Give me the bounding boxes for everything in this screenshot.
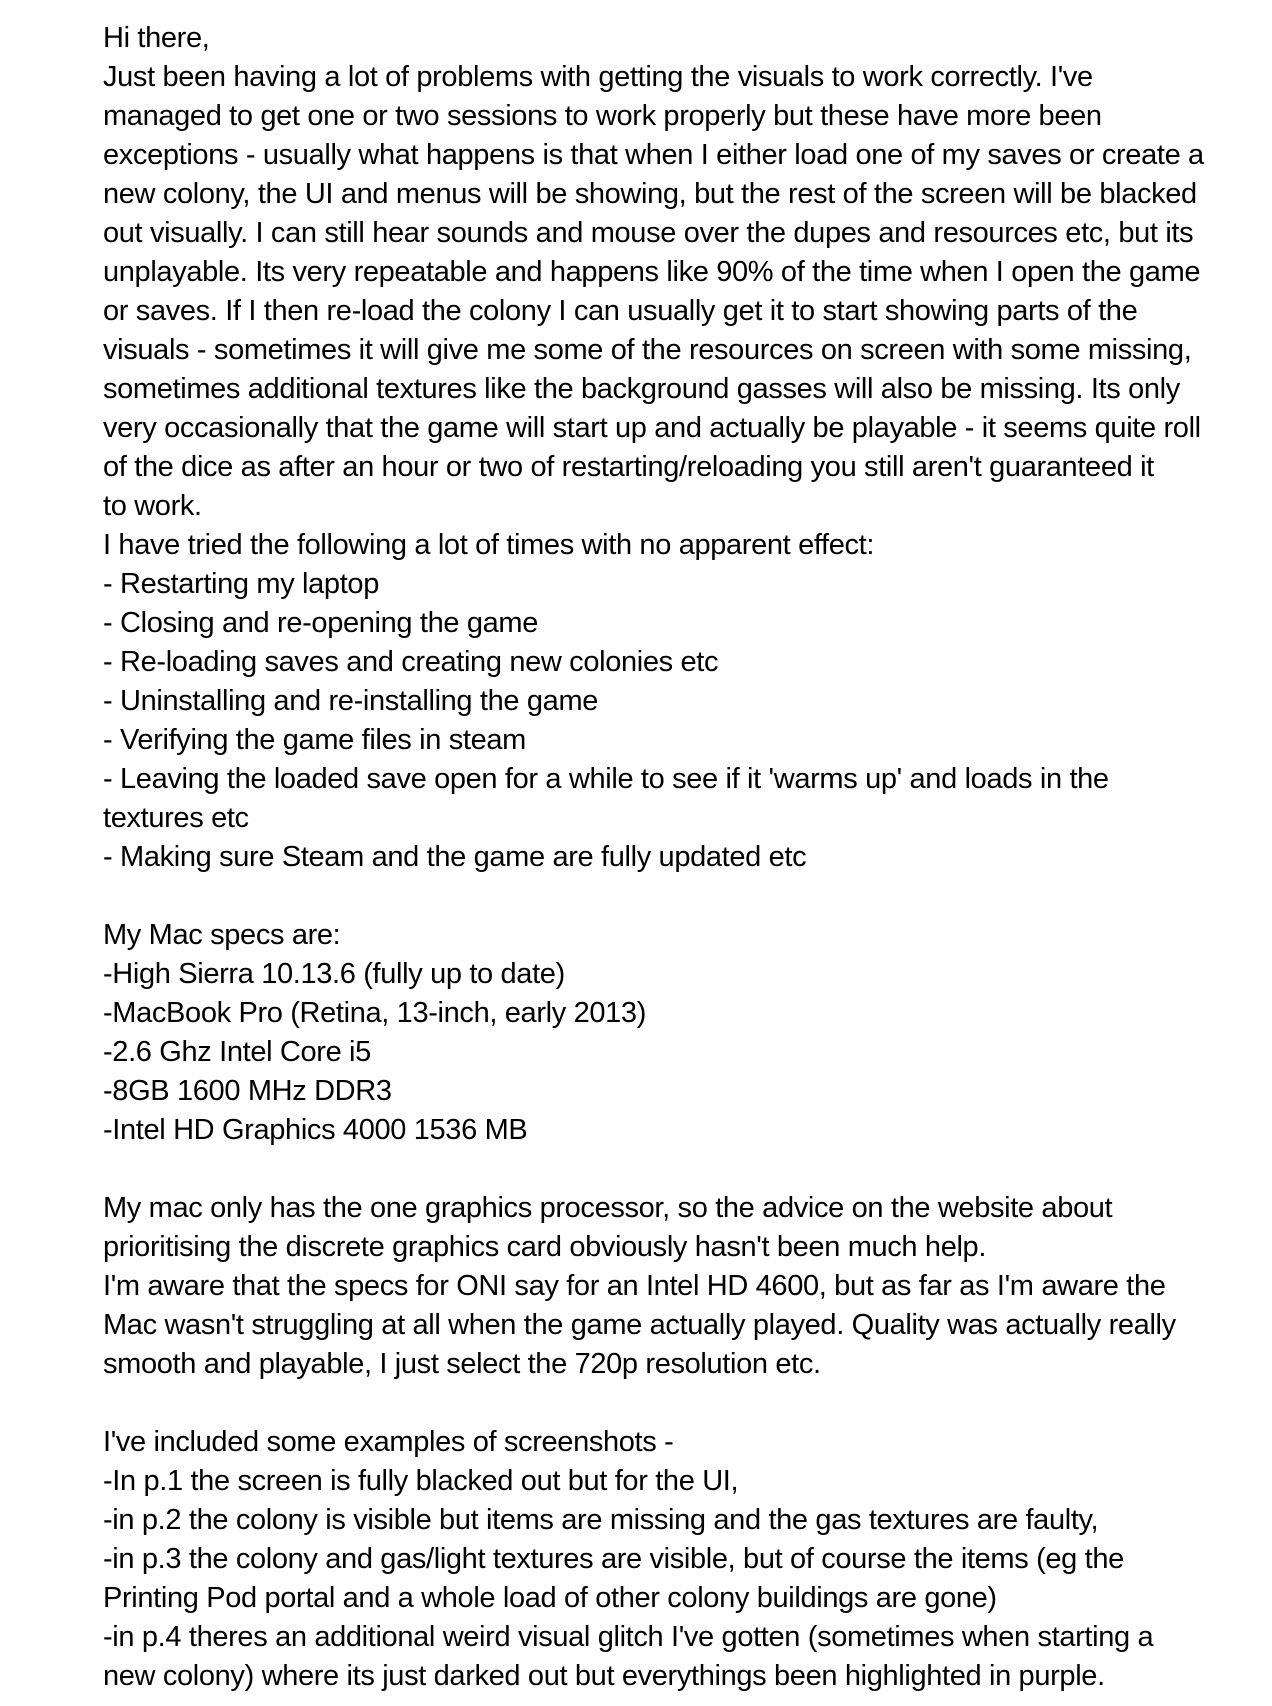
text-line: - Restarting my laptop bbox=[103, 568, 379, 600]
text-line: visuals - sometimes it will give me some of the resources on screen with some missing, bbox=[103, 334, 1192, 366]
text-line: Hi there, bbox=[103, 22, 210, 54]
text-line bbox=[103, 877, 1252, 916]
text-line: Mac wasn't struggling at all when the game actually played. Quality was actually really bbox=[103, 1309, 1176, 1341]
text-line: or saves. If I then re-load the colony I can usually get it to start showing parts of the bbox=[103, 295, 1138, 327]
text-line: to work. bbox=[103, 490, 202, 522]
text-line: managed to get one or two sessions to work properly but these have more been bbox=[103, 100, 1102, 132]
text-line: -High Sierra 10.13.6 (fully up to date) bbox=[103, 958, 565, 990]
text-line: unplayable. Its very repeatable and happens like 90% of the time when I open the game bbox=[103, 256, 1201, 288]
text-line: - Uninstalling and re-installing the game bbox=[103, 685, 599, 717]
text-line: -in p.4 theres an additional weird visual glitch I've gotten (sometimes when starting a bbox=[103, 1621, 1154, 1653]
text-line: out visually. I can still hear sounds and mouse over the dupes and resources etc, but its bbox=[103, 217, 1194, 249]
text-line: sometimes additional textures like the background gasses will also be missing. Its only bbox=[103, 373, 1180, 405]
text-line: I've included some examples of screenshots - bbox=[103, 1426, 674, 1458]
text-line bbox=[103, 1150, 1252, 1189]
text-line: - Leaving the loaded save open for a while to see if it 'warms up' and loads in the bbox=[103, 763, 1109, 795]
text-line bbox=[103, 1384, 1252, 1423]
text-line: - Making sure Steam and the game are fully updated etc bbox=[103, 841, 807, 873]
text-line: -8GB 1600 MHz DDR3 bbox=[103, 1075, 392, 1107]
text-line: Just been having a lot of problems with getting the visuals to work correctly. I've bbox=[103, 61, 1093, 93]
text-line: smooth and playable, I just select the 720p resolution etc. bbox=[103, 1348, 821, 1380]
text-line: My Mac specs are: bbox=[103, 919, 341, 951]
text-line: - Verifying the game files in steam bbox=[103, 724, 526, 756]
text-line: prioritising the discrete graphics card obviously hasn't been much help. bbox=[103, 1231, 987, 1263]
text-line: -In p.1 the screen is fully blacked out but for the UI, bbox=[103, 1465, 739, 1497]
text-line: new colony, the UI and menus will be showing, but the rest of the screen will be blacked bbox=[103, 178, 1197, 210]
text-line: very occasionally that the game will start up and actually be playable - it seems quite roll bbox=[103, 412, 1201, 444]
text-line: - Re-loading saves and creating new colonies etc bbox=[103, 646, 719, 678]
text-line: exceptions - usually what happens is that when I either load one of my saves or create a bbox=[103, 139, 1204, 171]
text-line: -2.6 Ghz Intel Core i5 bbox=[103, 1036, 371, 1068]
text-line: I have tried the following a lot of times with no apparent effect: bbox=[103, 529, 875, 561]
text-line: Printing Pod portal and a whole load of other colony buildings are gone) bbox=[103, 1582, 997, 1614]
text-line: -in p.3 the colony and gas/light textures are visible, but of course the items (eg the bbox=[103, 1543, 1124, 1575]
text-line: - Closing and re-opening the game bbox=[103, 607, 539, 639]
text-line: My mac only has the one graphics processor, so the advice on the website about bbox=[103, 1192, 1113, 1224]
text-line: textures etc bbox=[103, 802, 249, 834]
text-line: -in p.2 the colony is visible but items are missing and the gas textures are faulty, bbox=[103, 1504, 1099, 1536]
text-line: of the dice as after an hour or two of restarting/reloading you still aren't guaranteed it bbox=[103, 451, 1154, 483]
text-line: -Intel HD Graphics 4000 1536 MB bbox=[103, 1114, 528, 1146]
text-line: new colony) where its just darked out but everythings been highlighted in purple. bbox=[103, 1660, 1105, 1692]
document-text-body bbox=[103, 19, 1252, 1696]
text-line: -MacBook Pro (Retina, 13-inch, early 2013) bbox=[103, 997, 646, 1029]
text-line: I'm aware that the specs for ONI say for an Intel HD 4600, but as far as I'm aware the bbox=[103, 1270, 1166, 1302]
